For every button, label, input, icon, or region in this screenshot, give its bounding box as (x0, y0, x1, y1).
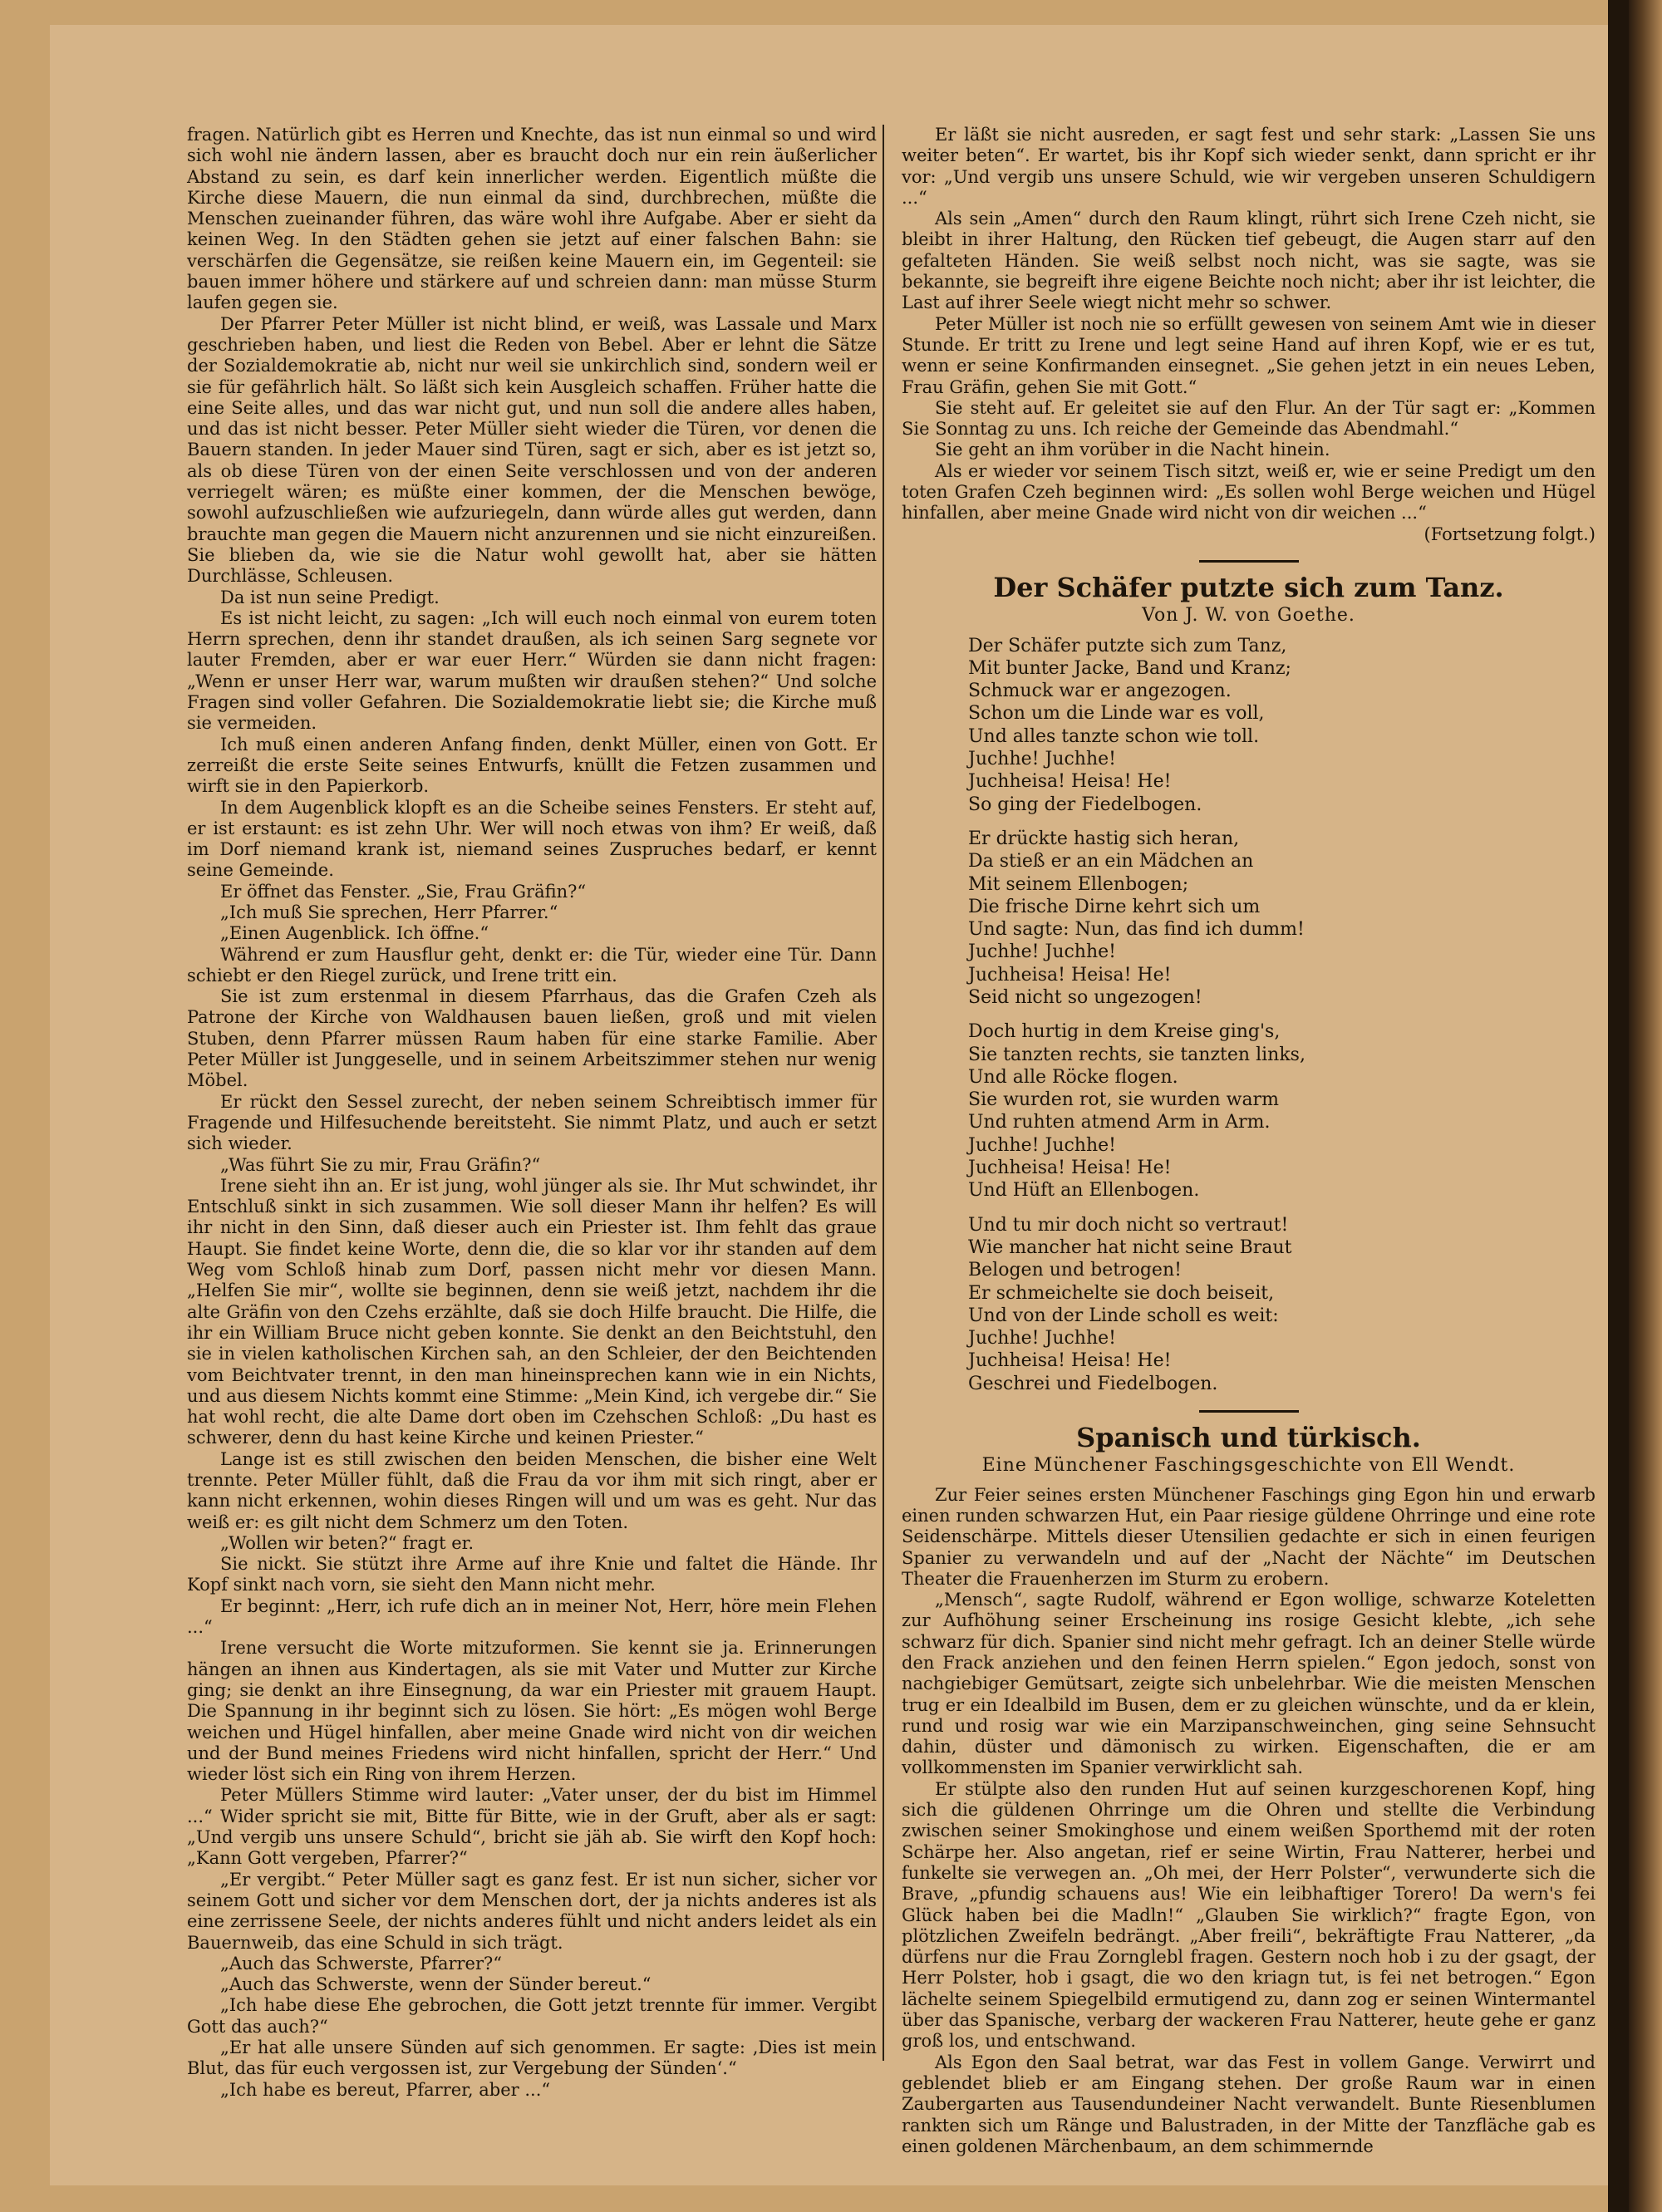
poem-line: Seid nicht so ungezogen! (968, 986, 1202, 1008)
poem-line: Belogen und betrogen! (968, 1260, 1182, 1281)
poem-line: So ging der Fiedelbogen. (968, 794, 1202, 815)
poem-line: Und alles tanzte schon wie toll. (968, 725, 1260, 747)
paragraph: Da ist nun seine Predigt. (220, 587, 440, 607)
paragraph: „Ich habe es bereut, Pfarrer, aber ...“ (220, 2079, 551, 2100)
poem-line: Juchhe! Juchhe! (968, 1328, 1117, 1349)
poem-line: Und sagte: Nun, das find ich dumm! (968, 919, 1305, 941)
paragraph: „Er vergibt.“ Peter Müller sagt es ganz fest. Er ist nun sicher, sicher vor seinem Gott und sicher vor dem Menschen dort, der ja nichts anderes ist als eine zerrissene Seele, der nichts anderes fühlt und nicht anders leidet als ein Bauernweib, das eine Schuld in sich trägt. (187, 1869, 877, 1953)
poem-line: Und von der Linde scholl es weit: (968, 1305, 1279, 1326)
poem-line: Juchheisa! Heisa! He! (968, 771, 1172, 793)
paragraph: fragen. Natürlich gibt es Herren und Knechte, das ist nun einmal so und wird sich wohl nie ändern lassen, aber es braucht doch nur ein rein äußerlicher Abstand zu sein, es darf kein innerlicher werden. Eigentlich müßte die Kirche diese Mauern, die nun einmal da sind, durchbrechen, müßte die Menschen zueinander führen, das wäre wohl ihre Aufgabe. Aber er sieht da keinen Weg. In den Städten gehen sie jetzt auf einer falschen Bahn: sie verschärfen die Gegensätze, sie reißen keine Mauern ein, im Gegenteil: sie bauen immer höhere und stärkere auf und schreien dann: man müsse Sturm laufen gegen sie. (187, 125, 877, 313)
poem-line: Der Schäfer putzte sich zum Tanz, (968, 635, 1287, 656)
poem-line: Juchheisa! Heisa! He! (968, 1350, 1172, 1372)
paragraph: Peter Müller ist noch nie so erfüllt gewesen von seinem Amt wie in dieser Stunde. Er tritt zu Irene und legt seine Hand auf ihren Kopf, wie er es tut, wenn er seine Konfirmanden einsegnet. „Sie gehen jetzt in ein neues Leben, Frau Gräfin, gehen Sie mit Gott.“ (902, 313, 1596, 397)
right-column (902, 125, 1596, 2157)
poem-line: Schmuck war er angezogen. (968, 681, 1232, 702)
paragraph: Irene versucht die Worte mitzuformen. Sie kennt sie ja. Erinnerungen hängen an ihnen aus Kindertagen, als sie mit Vater und Mutter zur Kirche ging; sie denkt an ihre Einsegnung, da war ein Priester mit grauem Haupt. Die Spannung in ihr beginnt sich zu lösen. Sie hört: „Es mögen wohl Berge weichen und Hügel hinfallen, aber meine Gnade wird nicht von dir weichen und der Bund meines Friedens wird nicht hinfallen, spricht der Herr.“ Und wieder löst sich ein Ring von ihrem Herzen. (187, 1638, 877, 1785)
poem-line: Sie wurden rot, sie wurden warm (968, 1089, 1279, 1111)
poem-line: Geschrei und Fiedelbogen. (968, 1373, 1218, 1394)
paragraph: „Er hat alle unsere Sünden auf sich genommen. Er sagte: ‚Dies ist mein Blut, das für euch vergossen ist, zur Vergebung der Sünden‘.“ (187, 2037, 877, 2079)
paragraph: Er stülpte also den runden Hut auf seinen kurzgeschorenen Kopf, hing sich die güldenen Ohrringe um die Ohren und stellte die Verbindung zwischen seiner Smokinghose und einem weißen Sporthemd mit der roten Schärpe her. Also angetan, rief er seine Wirtin, Frau Natterer, herbei und funkelte sie verwegen an. „Oh mei, der Herr Polster“, verwunderte sich die Brave, „pfundig schauens aus! Wie ein leibhaftiger Torero! Da wern's fei Glück haben bei die Madln!“ „Glauben Sie wirklich?“ fragte Egon, von plötzlichen Zweifeln bedrängt. „Aber freili“, bekräftigte Frau Natterer, „da dürfens nur die Frau Zornglebl fragen. Gestern noch hob i zu der gsagt, der Herr Polster, hob i gsagt, die wo den kriagn tut, is fei net betrogen.“ Egon lächelte seinem Spiegelbild ermutigend zu, dann zog er seinen Wintermantel über das Spanische, verbarg der wackeren Frau Natterer, heute gehe er ganz groß los, und entschwand. (902, 1778, 1596, 2052)
poem-line: Die frische Dirne kehrt sich um (968, 896, 1261, 917)
poem-line: Juchhe! Juchhe! (968, 1134, 1117, 1156)
paragraph: Es ist nicht leicht, zu sagen: „Ich will euch noch einmal von eurem toten Herrn sprechen, denn ihr standet draußen, als ich seinen Sarg segnete vor lauter Fremden, aber er war euer Herr.“ Würden sie dann nicht fragen: „Wenn er unser Herr war, warum mußten wir draußen stehen?“ Und solche Fragen sind voller Gefahren. Die Sozialdemokratie liebt sie; die Kirche muß sie vermeiden. (187, 607, 877, 734)
paragraph: Sie nickt. Sie stützt ihre Arme auf ihre Knie und faltet die Hände. Ihr Kopf sinkt nach vorn, sie sieht den Mann nicht mehr. (187, 1554, 877, 1595)
paragraph: Sie geht an ihm vorüber in die Nacht hinein. (935, 440, 1330, 460)
paragraph: Er läßt sie nicht ausreden, er sagt fest und sehr stark: „Lassen Sie uns weiter beten“. Er wartet, bis ihr Kopf sich wieder senkt, dann spricht er ihr vor: „Und vergib uns unsere Schuld, wie wir vergeben unseren Schuldigern ...“ (902, 125, 1596, 208)
poem-line: Und alle Röcke flogen. (968, 1066, 1178, 1088)
paragraph: Er öffnet das Fenster. „Sie, Frau Gräfin?“ (220, 881, 587, 902)
page-edge (1629, 0, 1662, 2212)
poem-line: Mit seinem Ellenbogen; (968, 873, 1189, 895)
paragraph: „Wollen wir beten?“ fragt er. (220, 1532, 475, 1553)
story-byline: Eine Münchener Faschingsgeschichte von Ell Wendt. (981, 1455, 1516, 1477)
paragraph: Sie steht auf. Er geleitet sie auf den Flur. An der Tür sagt er: „Kommen Sie Sonntag zu uns. Ich reiche der Gemeinde das Abendmahl.“ (902, 397, 1596, 440)
binding-gutter (1608, 0, 1629, 2212)
continuation-note: (Fortsetzung folgt.) (1424, 524, 1596, 544)
paragraph: „Einen Augenblick. Ich öffne.“ (220, 923, 489, 944)
poem-line: Und tu mir doch nicht so vertraut! (968, 1214, 1289, 1236)
paragraph: In dem Augenblick klopft es an die Scheibe seines Fensters. Er steht auf, er ist erstaunt: es ist zehn Uhr. Wer will noch etwas von ihm? Er weiß, daß im Dorf niemand krank ist, niemand seines Zuspruches bedarf, er kennt seine Gemeinde. (187, 797, 877, 881)
paragraph: Als Egon den Saal betrat, war das Fest in vollem Gange. Verwirrt und geblendet blieb er am Eingang stehen. Der große Raum war in einen Zaubergarten aus Tausendundeiner Nacht verwandelt. Bunte Riesenblumen rankten sich um Ränge und Balustraden, in der Mitte der Tanzfläche gab es einen goldenen Märchenbaum, an dem schimmernde (902, 2052, 1596, 2156)
poem-line: Und Hüft an Ellenbogen. (968, 1180, 1200, 1202)
paragraph: Sie ist zum erstenmal in diesem Pfarrhaus, das die Grafen Czeh als Patrone der Kirche von Waldhausen bauen ließen, groß und mit vielen Stuben, denn Pfarrer müssen Raum haben für eine starke Familie. Aber Peter Müller ist Junggeselle, und in seinem Arbeitszimmer stehen nur wenig Möbel. (187, 986, 877, 1091)
poem-line: Und ruhten atmend Arm in Arm. (968, 1112, 1271, 1133)
poem-line: Er schmeichelte sie doch beiseit, (968, 1282, 1275, 1304)
paragraph: Lange ist es still zwischen den beiden Menschen, die bisher eine Welt trennte. Peter Müller fühlt, daß die Frau da vor ihm mit sich ringt, aber er kann nicht erkennen, wohin dieses Ringen will und um was es geht. Nur das weiß er: es gilt nicht dem Schmerz um den Toten. (187, 1448, 877, 1532)
poem-stanza (968, 1214, 1596, 1395)
poem-title: Der Schäfer putzte sich zum Tanz. (993, 571, 1504, 603)
section-rule (1199, 1410, 1299, 1413)
poem-line: Juchhe! Juchhe! (968, 941, 1117, 963)
paragraph: Der Pfarrer Peter Müller ist nicht blind, er weiß, was Lassale und Marx geschrieben haben, und liest die Reden von Bebel. Aber er lehnt die Sätze der Sozialdemokratie ab, nicht nur weil sie unkirchlich sind, sondern weil er sie für gefährlich hält. So läßt sich kein Ausgleich schaffen. Früher hatte die eine Seite alles, und das war nicht gut, und nun soll die andere alles haben, und das ist nicht besser. Peter Müller sieht wieder die Türen, vor denen die Bauern standen. In jeder Mauer sind Türen, sagt er sich, aber es ist jetzt so, als ob diese Türen von der einen Seite verschlossen und von der anderen verriegelt wären; es müßte einer kommen, der die Menschen bewöge, sowohl aufzuschließen wie aufzuriegeln, dann würde alles gut werden, dann brauchte man gegen die Mauern nicht anzurennen und sie nicht einzureißen. Sie blieben da, wie sie die Natur wohl gewollt hat, aber sie hätten Durchlässe, Schleusen. (187, 313, 877, 587)
poem-line: Sie tanzten rechts, sie tanzten links, (968, 1044, 1306, 1065)
section-rule (1199, 560, 1299, 563)
poem-line: Wie mancher hat nicht seine Braut (968, 1236, 1292, 1258)
poem-line: Schon um die Linde war es voll, (968, 703, 1265, 725)
paragraph: „Mensch“, sagte Rudolf, während er Egon wollige, schwarze Koteletten zur Aufhöhung seiner Erscheinung ins rosige Gesicht klebte, „ich sehe schwarz für dich. Spanier sind nicht mehr gefragt. Ich an deiner Stelle würde den Frack anziehen und den feinen Herrn spielen.“ Egon jedoch, sonst von nachgiebiger Gemütsart, zeigte sich unbelehrbar. Wie die meisten Menschen trug er ein Idealbild im Busen, dem er zu gleichen wünschte, und da er klein, rund und rosig war wie ein Marzipanschweinchen, ging seine Sehnsucht dahin, düster und dämonisch zu wirken. Eigenschaften, die er am vollkommensten im Spanier verwirklicht sah. (902, 1590, 1596, 1778)
paragraph: Er beginnt: „Herr, ich rufe dich an in meiner Not, Herr, höre mein Flehen ...“ (187, 1595, 877, 1638)
paragraph: Er rückt den Sessel zurecht, der neben seinem Schreibtisch immer für Fragende und Hilfesuchende bereitsteht. Sie nimmt Platz, und auch er setzt sich wieder. (187, 1091, 877, 1154)
paragraph: „Ich muß Sie sprechen, Herr Pfarrer.“ (220, 902, 558, 922)
poem-byline: Von J. W. von Goethe. (1142, 605, 1355, 627)
poem-stanza (968, 1020, 1596, 1202)
paragraph: Peter Müllers Stimme wird lauter: „Vater unser, der du bist im Himmel ...“ Wider spricht sie mit, Bitte für Bitte, wie in der Gruft, aber als er sagt: „Und vergib uns unsere Schuld“, bricht sie jäh ab. Sie wirft den Kopf hoch: „Kann Gott vergeben, Pfarrer?“ (187, 1785, 877, 1869)
paragraph: Ich muß einen anderen Anfang finden, denkt Müller, einen von Gott. Er zerreißt die erste Seite seines Entwurfs, knüllt die Fetzen zusammen und wirft sie in den Papierkorb. (187, 734, 877, 797)
paragraph: Zur Feier seines ersten Münchener Faschings ging Egon hin und erwarb einen runden schwarzen Hut, ein Paar riesige güldene Ohrringe und eine rote Seidenschärpe. Mittels dieser Utensilien gedachte er sich in einen feurigen Spanier zu verwandeln und auf der „Nacht der Nächte“ im Deutschen Theater die Frauenherzen im Sturm zu erobern. (902, 1484, 1596, 1589)
column-divider (883, 125, 884, 2061)
poem-line: Da stieß er an ein Mädchen an (968, 851, 1254, 873)
paragraph: Als er wieder vor seinem Tisch sitzt, weiß er, wie er seine Predigt um den toten Grafen Czeh beginnen wird: „Es sollen wohl Berge weichen und Hügel hinfallen, aber meine Gnade wird nicht von dir weichen ...“ (902, 460, 1596, 524)
paragraph: „Auch das Schwerste, wenn der Sünder bereut.“ (220, 1974, 652, 1995)
paragraph: „Auch das Schwerste, Pfarrer?“ (220, 1953, 503, 1974)
paragraph: Während er zum Hausflur geht, denkt er: die Tür, wieder eine Tür. Dann schiebt er den Riegel zurück, und Irene tritt ein. (187, 944, 877, 986)
poem-line: Juchheisa! Heisa! He! (968, 1158, 1172, 1179)
poem-line: Er drückte hastig sich heran, (968, 828, 1240, 849)
poem-line: Doch hurtig in dem Kreise ging's, (968, 1021, 1281, 1043)
poem-line: Mit bunter Jacke, Band und Kranz; (968, 657, 1291, 679)
left-column (187, 125, 877, 2101)
paragraph: „Was führt Sie zu mir, Frau Gräfin?“ (220, 1154, 541, 1175)
paragraph: „Ich habe diese Ehe gebrochen, die Gott jetzt trennte für immer. Vergibt Gott das auch?“ (187, 1995, 877, 2037)
paragraph: Als sein „Amen“ durch den Raum klingt, rührt sich Irene Czeh nicht, sie bleibt in ihrer Haltung, den Rücken tief gebeugt, die Augen starr auf den gefalteten Händen. Sie weiß selbst noch nicht, was sie sagte, was sie bekannte, sie begreift ihre eigene Beichte noch nicht; aber ihr ist leichter, die Last auf ihrer Seele wiegt nicht mehr so schwer. (902, 209, 1596, 313)
paragraph: Irene sieht ihn an. Er ist jung, wohl jünger als sie. Ihr Mut schwindet, ihr Entschluß sinkt in sich zusammen. Wie soll dieser Mann ihr helfen? Es will ihr nicht in den Sinn, daß dieser auch ein Priester ist. Ihm fehlt das graue Haupt. Sie findet keine Worte, denn die, die so klar vor ihr standen auf dem Weg vom Schloß hinab zum Dorf, passen nicht mehr vor diesen Mann. „Helfen Sie mir“, wollte sie beginnen, denn sie weiß jetzt, nachdem ihr die alte Gräfin von den Czehs erzählte, daß sie doch Hilfe braucht. Die Hilfe, die ihr ein William Bruce nicht geben konnte. Sie denkt an den Beichtstuhl, den sie in vielen katholischen Kirchen sah, an den Schleier, der den Beichtenden vom Beichtvater trennt, in den man hineinsprechen kann wie in ein Nichts, und aus diesem Nichts kommt eine Stimme: „Mein Kind, ich vergebe dir.“ Sie hat wohl recht, die alte Dame dort oben im Czehschen Schloß: „Du hast es schwerer, denn du hast keine Kirche und keinen Priester.“ (187, 1175, 877, 1448)
poem-stanza (968, 828, 1596, 1009)
poem-line: Juchheisa! Heisa! He! (968, 964, 1172, 986)
poem-line: Juchhe! Juchhe! (968, 749, 1117, 770)
story-title: Spanisch und türkisch. (1076, 1422, 1421, 1454)
poem-stanza (968, 635, 1596, 816)
poem (968, 635, 1596, 1396)
